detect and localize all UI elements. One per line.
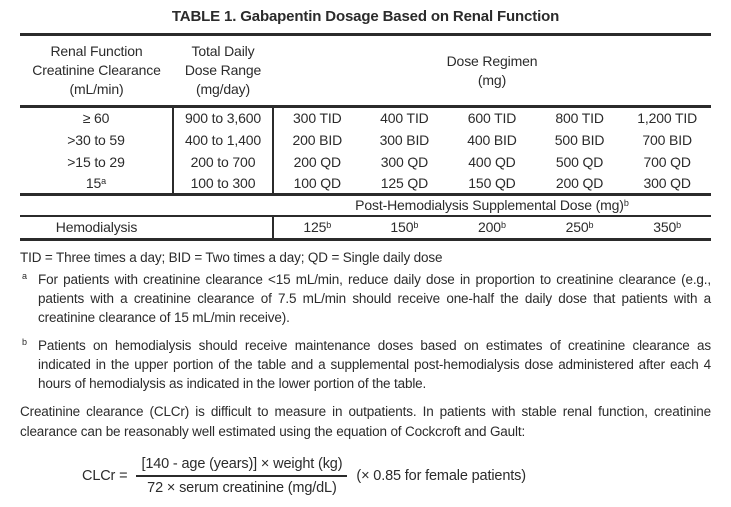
dose-cell: 125 QD [361,173,449,195]
dose-cell: 500 BID [554,131,605,148]
header-line: Dose Regimen [446,52,538,69]
dose-cell: 300 QD [380,153,429,170]
header-line: Total Daily [191,43,255,59]
dose-cell: 300 QD [623,173,711,195]
footnote-ref: b [623,198,629,209]
supplemental-dose-cell [448,216,536,240]
header-total-daily-dose [173,35,273,107]
gabapentin-dose-table [20,33,711,241]
hemodialysis-row [20,216,711,240]
footnote-ref: b [588,220,594,231]
dose-cell: 400 QD [468,153,516,170]
formula-fraction [136,456,347,496]
footnote-ref: b [676,220,682,231]
empty-cell [173,216,273,240]
dose-value: 125 [303,219,327,236]
dose-cell: 700 BID [642,131,692,148]
formula-lhs: CLCr = [82,468,128,484]
dose-cell: 200 QD [536,173,624,195]
dose-cell: 200 BID [292,131,343,148]
dose-value: 350 [653,219,677,236]
clearance-value: ≥ 60 [82,110,110,127]
header-line: Renal Function [50,43,143,59]
footnote-b-text: Patients on hemodialysis should receive maintenance doses based on estimates of creatinine clearance as indicated in the upper portion of the table and a supplemental post-hemodialysis dose administered after each 4 hours of hemodialysis as indicated in the lower portion of the table. [38,338,711,391]
dose-cell: 1,200 TID [637,110,698,127]
footnote-a-text: For patients with creatinine clearance <15 mL/min, reduce daily dose in proportion to creatinine clearance (e.g., patients with a creatinine clearance of 7.5 mL/min should receive one-half the daily dose that patients with a creatinine clearance of 15 mL/min receive). [38,272,711,325]
dose-value: 200 [478,219,501,236]
dose-cell: 700 QD [643,153,691,170]
supplemental-dose-cell [361,216,449,240]
clearance-value: >15 to 29 [67,153,125,170]
dose-value: 250 [565,219,589,236]
header-line: (mg/day) [195,81,251,97]
table-row [20,151,711,173]
supplemental-dose-cell [273,216,361,240]
formula-numerator: [140 - age (years)] × weight (kg) [136,456,347,477]
dose-cell: 300 BID [379,131,430,148]
clcr-formula [82,456,711,496]
formula-suffix: (× 0.85 for female patients) [356,468,526,484]
dose-cell: 100 QD [273,173,361,195]
post-hemodialysis-text: Post-Hemodialysis Supplemental Dose (mg) [355,197,624,214]
dose-cell: 800 TID [555,110,604,127]
header-line: (mL/min) [69,81,124,97]
supplemental-dose-cell [623,216,711,240]
footnote-a-marker: a [22,271,28,281]
dose-cell: 400 TID [380,110,429,127]
header-line: Dose Range [184,62,262,78]
dose-cell: 200 QD [293,153,341,170]
empty-cell [20,195,273,216]
footnote-b [20,336,711,393]
formula-denominator: 72 × serum creatinine (mg/dL) [147,480,337,496]
header-line: Creatinine Clearance [32,62,161,78]
post-hemodialysis-row [20,195,711,216]
footnote-a [20,270,711,327]
footnote-b-marker: b [22,337,28,347]
table-row [20,173,711,195]
post-hemodialysis-label [273,195,711,216]
footnote-ref: b [326,220,332,231]
abbreviations-note: TID = Three times a day; BID = Two times a day; QD = Single daily dose [20,250,443,265]
dose-range-cell: 900 to 3,600 [173,107,273,129]
clearance-cell [20,129,173,151]
header-line: (mg) [477,71,507,88]
dose-value: 150 [390,219,414,236]
clearance-value: 15 [85,174,102,191]
table-header-row [20,35,711,107]
header-renal-function [20,35,173,107]
clearance-cell [20,107,173,129]
table-row [20,129,711,151]
dose-range-cell: 100 to 300 [173,173,273,195]
clearance-cell [20,173,173,195]
dose-range-cell: 400 to 1,400 [173,129,273,151]
dose-range-cell: 200 to 700 [173,151,273,173]
footnote-ref: b [413,220,419,231]
dose-cell: 300 TID [293,110,342,127]
clearance-value: >30 to 59 [67,131,125,148]
clcr-paragraph: Creatinine clearance (CLCr) is difficult to measure in outpatients. In patients with stable renal function, creatinine clearance can be reasonably well estimated using the equation of Cockcroft and Gault: [20,404,711,439]
dose-cell: 600 TID [467,110,517,127]
footnote-ref: a [101,175,107,186]
table-row [20,107,711,129]
header-dose-regimen [273,35,711,107]
table-title: TABLE 1. Gabapentin Dosage Based on Renal Function [171,8,560,25]
dose-cell: 150 QD [448,173,536,195]
footnote-ref: b [500,220,506,231]
supplemental-dose-cell [536,216,624,240]
dose-cell: 400 BID [467,131,517,148]
footnotes-section [20,248,711,393]
hemodialysis-label: Hemodialysis [55,219,138,236]
clearance-cell [20,151,173,173]
dose-cell: 500 QD [555,153,604,170]
